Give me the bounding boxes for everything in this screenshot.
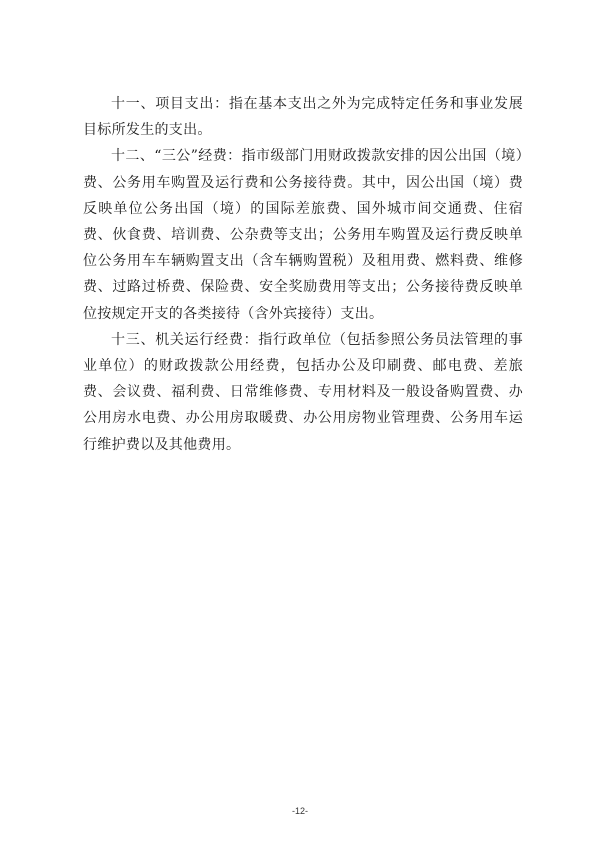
- paragraph-three-public-expenses: 十二、“三公”经费：指市级部门用财政拨款安排的因公出国（境）费、公务用车购置及运行费和公务接待费。其中，因公出国（境）费反映单位公务出国（境）的国际差旅费、国外城市间交通费、住宿费、伙食费、培训费、公杂费等支出；公务用车购置及运行费反映单位公务用车车辆购置支出（含车辆购置税）及租用费、燃料费、维修费、过路过桥费、保险费、安全奖励费用等支出；公务接待费反映单位按规定开支的各类接待（含外宾接待）支出。: [83, 148, 523, 322]
- body-text: [83, 91, 523, 458]
- paragraph-agency-operating-expenses: 十三、机关运行经费：指行政单位（包括参照公务员法管理的事业单位）的财政拨款公用经费，包括办公及印刷费、邮电费、差旅费、会议费、福利费、日常维修费、专用材料及一般设备购置费、办公用房水电费、办公用房取暖费、办公用房物业管理费、公务用车运行维护费以及其他费用。: [83, 331, 523, 453]
- page-number: -12-: [291, 806, 308, 816]
- paragraph-project-expenditure: 十一、项目支出：指在基本支出之外为完成特定任务和事业发展目标所发生的支出。: [83, 96, 523, 139]
